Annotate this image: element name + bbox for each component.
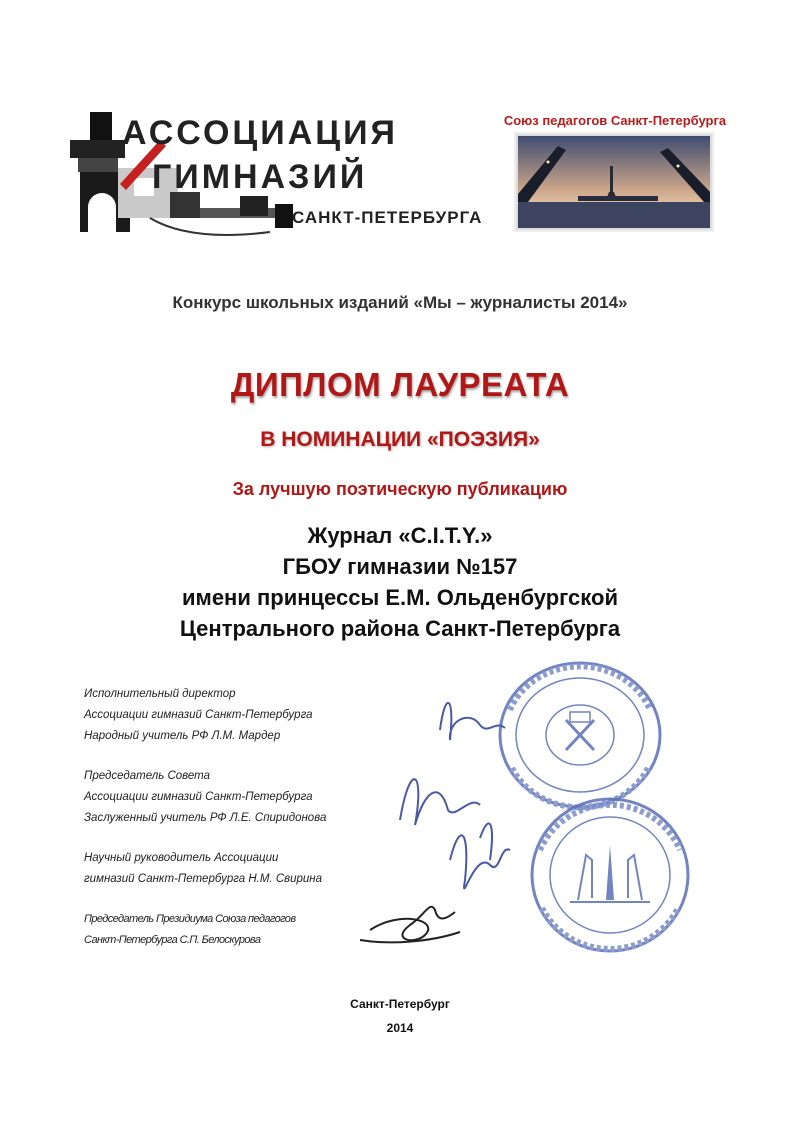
- signer-line: гимназий Санкт-Петербурга Н.М. Свирина: [84, 873, 323, 885]
- signer-block-union-chair: [84, 909, 404, 951]
- signer-line: Научный руководитель Ассоциации: [84, 852, 279, 864]
- signer-line: Председатель Президиума Союза педагогов: [84, 913, 296, 925]
- signer-line: Председатель Совета: [84, 770, 211, 782]
- nomination-title: В НОМИНАЦИИ «ПОЭЗИЯ»: [260, 428, 540, 451]
- signature-marks-icon: [400, 703, 510, 889]
- signers-list: [84, 684, 404, 970]
- diploma-title: ДИПЛОМ ЛАУРЕАТА: [230, 366, 570, 403]
- signer-block-scientific-lead: [84, 848, 404, 890]
- recipient-journal: Журнал «C.I.T.Y.»: [307, 523, 493, 548]
- footer-year: 2014: [386, 1021, 414, 1035]
- recipient-school: ГБОУ гимназии №157: [282, 554, 518, 579]
- association-seal-icon: [500, 663, 660, 807]
- bridge-photo: [516, 134, 712, 230]
- footer: [0, 992, 800, 1040]
- logo-word-gymnasiums: ГИМНАЗИЙ: [152, 158, 368, 196]
- footer-city: Санкт-Петербург: [350, 997, 450, 1011]
- union-seal-icon: [532, 799, 688, 951]
- recipient-district: Центрального района Санкт-Петербурга: [179, 616, 621, 641]
- signer-block-director: [84, 684, 404, 747]
- association-logo: [70, 112, 483, 247]
- signer-line: Заслуженный учитель РФ Л.Е. Спиридонова: [84, 812, 327, 824]
- recipient-named-after: имени принцессы Е.М. Ольденбургской: [182, 585, 618, 610]
- award-reason: За лучшую поэтическую публикацию: [232, 479, 568, 499]
- logo-word-city: САНКТ-ПЕТЕРБУРГА: [292, 208, 483, 227]
- teachers-union-title: Союз педагогов Санкт-Петербурга: [503, 113, 727, 128]
- signer-line: Исполнительный директор: [84, 688, 236, 700]
- signer-line: Народный учитель РФ Л.М. Мардер: [84, 730, 281, 742]
- signer-line: Санкт-Петербурга С.П. Белоскурова: [84, 934, 261, 946]
- signer-line: Ассоциации гимназий Санкт-Петербурга: [84, 709, 313, 721]
- signer-block-council-chair: [84, 766, 404, 829]
- logo-word-association: АССОЦИАЦИЯ: [122, 114, 398, 152]
- recipient-block: [0, 520, 800, 644]
- signer-line: Ассоциации гимназий Санкт-Петербурга: [84, 791, 313, 803]
- contest-title: Конкурс школьных изданий «Мы – журналисты 2014»: [172, 293, 628, 312]
